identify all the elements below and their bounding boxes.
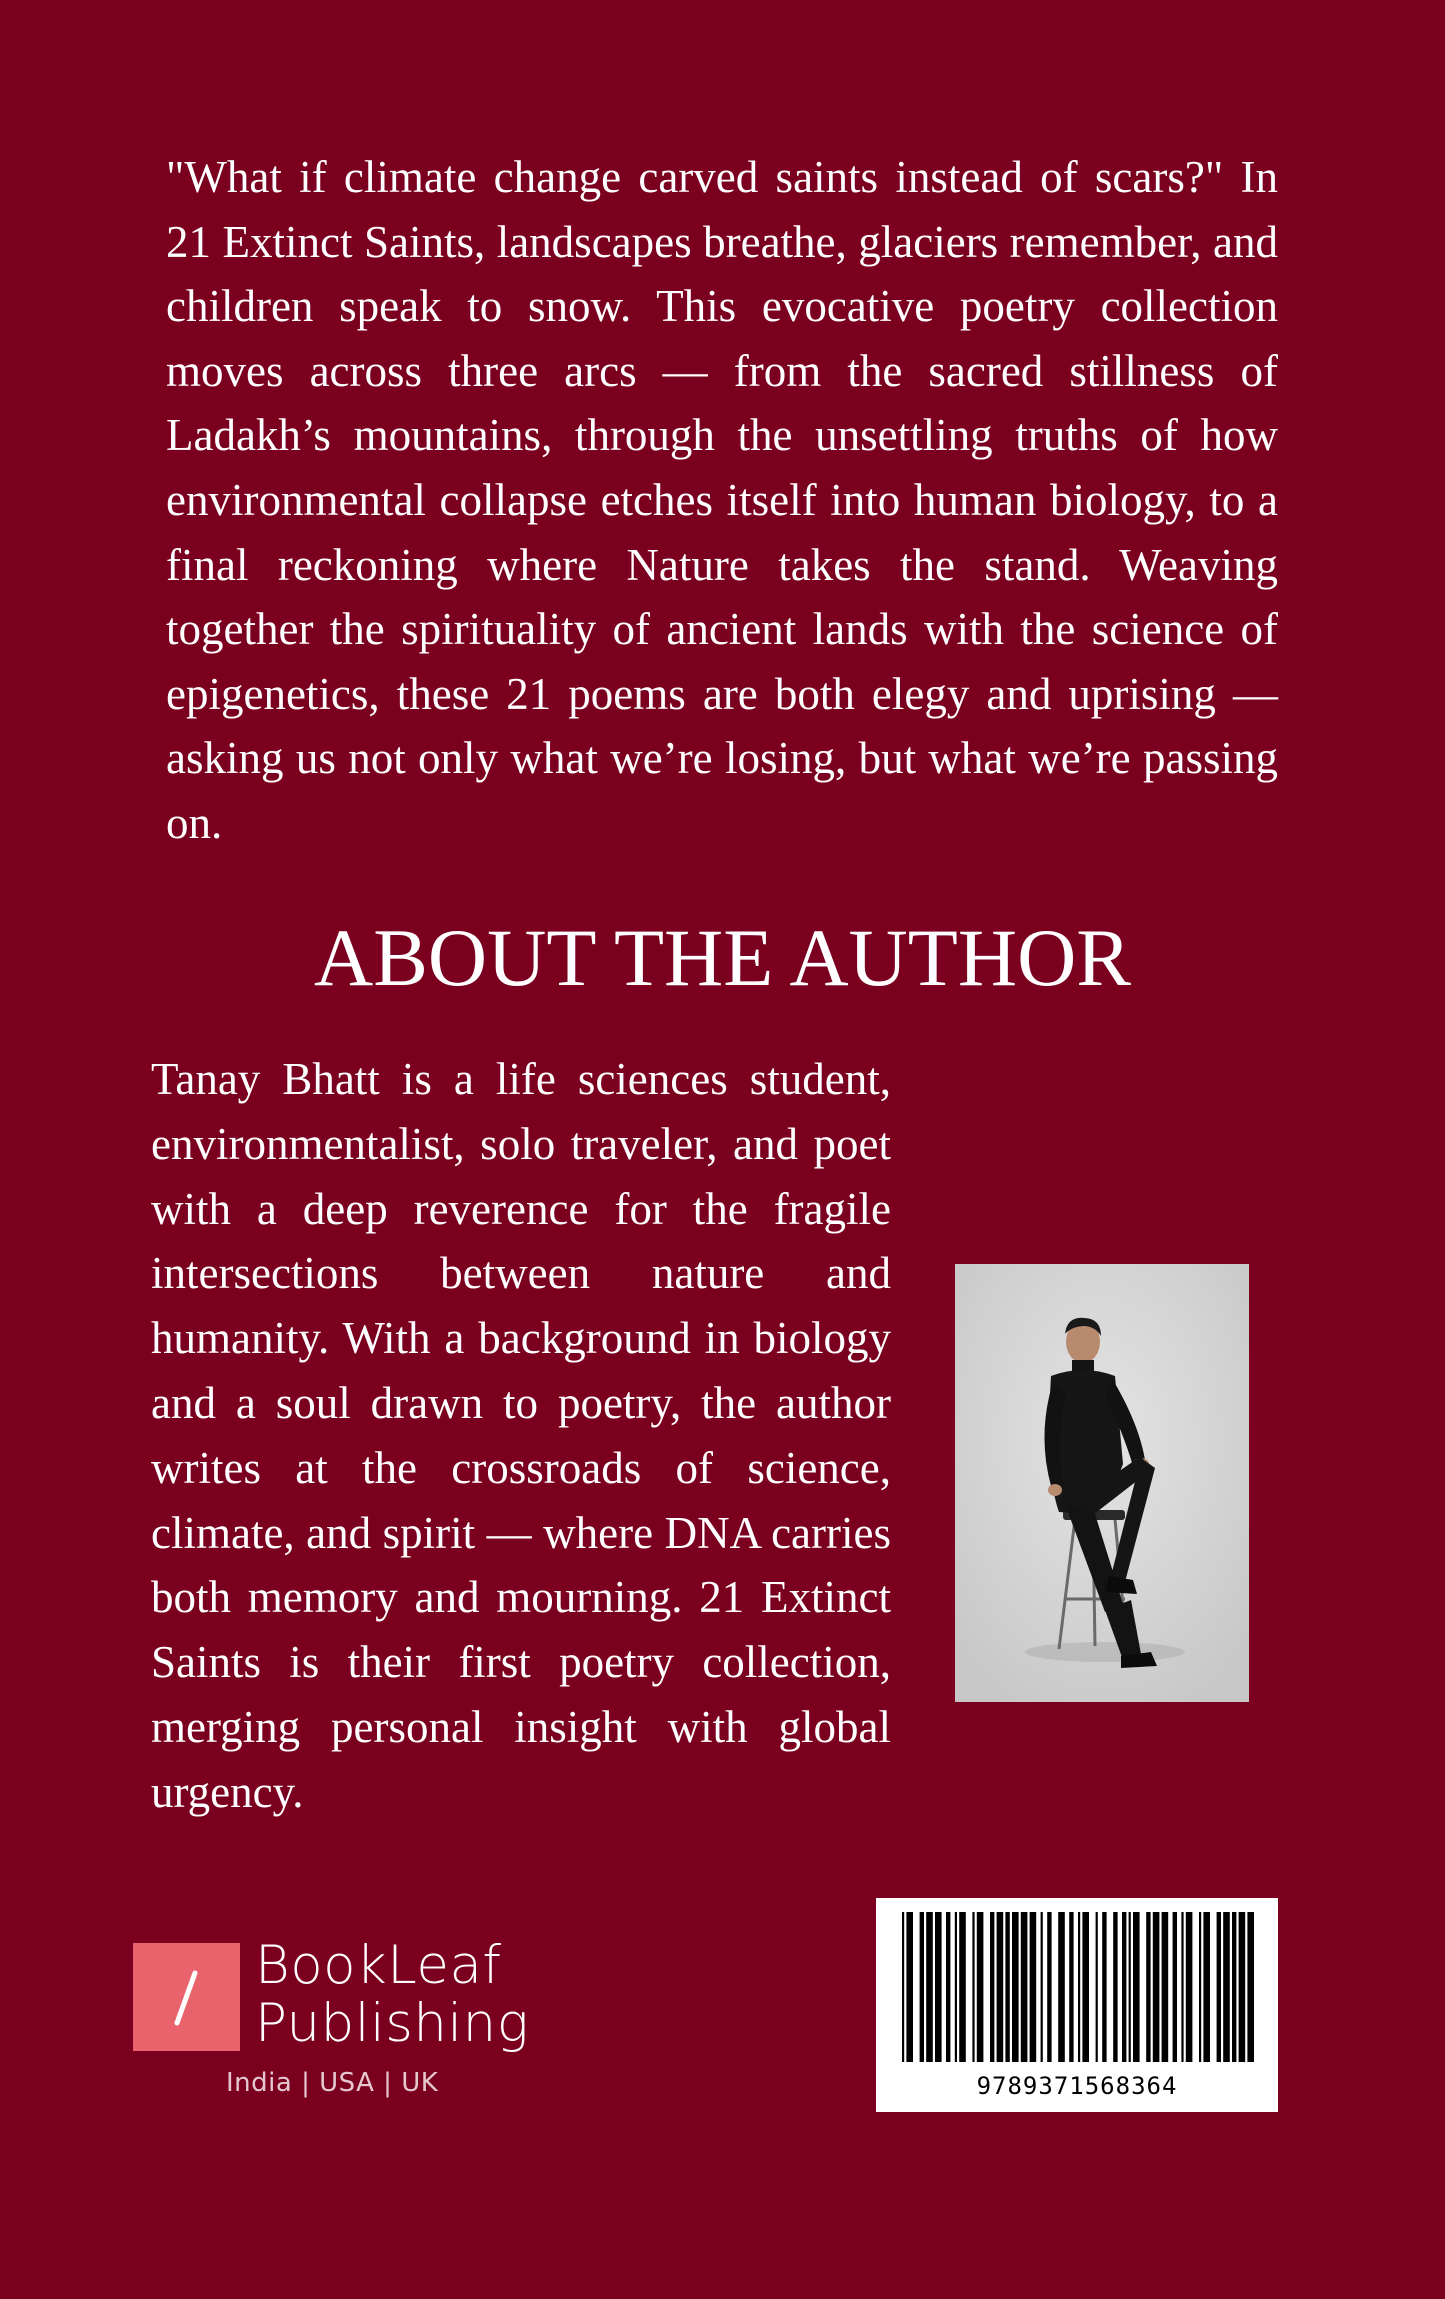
barcode-bar <box>1021 1912 1028 2062</box>
barcode-bar <box>1153 1912 1160 2062</box>
barcode-bar <box>1186 1912 1193 2062</box>
barcode-bar <box>1133 1912 1140 2062</box>
barcode-bar <box>1102 1912 1106 2062</box>
barcode-bar <box>959 1912 966 2062</box>
barcode-bar <box>926 1912 933 2062</box>
barcode-bar <box>1181 1912 1183 2062</box>
barcode-bar <box>1082 1912 1089 2062</box>
barcode-bar <box>1005 1912 1009 2062</box>
barcode-bar <box>972 1912 974 2062</box>
author-photo <box>955 1264 1249 1702</box>
barcode-bar <box>920 1912 924 2062</box>
barcode-bar <box>1041 1912 1043 2062</box>
slash-logo-icon <box>133 1943 240 2051</box>
author-bio: Tanay Bhatt is a life sciences student, environmentalist, solo traveler, and poet with a deep reverence for the fragile intersections between nature and humanity. With a background in biology and a soul drawn to poetry, the author writes at the crossroads of science, climate, and spirit — where DNA carries both memory and mourning. 21 Extinct Saints is their first poetry collection, merging personal insight with global urgency. <box>151 1054 891 1817</box>
isbn-number: 9789371568364 <box>976 2072 1178 2100</box>
barcode-bar <box>997 1912 1004 2062</box>
barcode-bar <box>1173 1912 1177 2062</box>
barcode-bar <box>935 1912 942 2062</box>
barcode-bar <box>1217 1912 1221 2062</box>
barcode-bar <box>906 1912 913 2062</box>
publisher-name-line2: Publishing <box>255 1993 530 2054</box>
barcode-bar <box>902 1912 904 2062</box>
barcode-bar <box>1146 1912 1150 2062</box>
barcode-bar <box>1122 1912 1126 2062</box>
about-the-author-heading: ABOUT THE AUTHOR <box>314 912 1131 1003</box>
barcode-bar <box>955 1912 957 2062</box>
barcode-bar <box>1247 1912 1254 2062</box>
barcode-bar <box>1162 1912 1169 2062</box>
publisher-logo <box>133 1935 533 2103</box>
barcode-bar <box>1012 1912 1019 2062</box>
back-cover-blurb: "What if climate change carved saints instead of scars?" In 21 Extinct Saints, landscapes breathe, glaciers remember, and children speak to snow. This evocative poetry collection moves across three arcs — from the sacred stillness of Ladakh’s mountains, through the unsettling truths of how environmental collapse etches itself into human biology, to a final reckoning where Nature takes the stand. Weaving together the spirituality of ancient lands with the science of epigenetics, these 21 poems are both elegy and uprising — asking us not only what we’re losing, but what we’re passing on. <box>166 152 1278 848</box>
barcode-bar <box>1232 1912 1236 2062</box>
isbn-barcode <box>876 1898 1278 2112</box>
barcode-bar <box>1030 1912 1037 2062</box>
barcode-bar <box>1047 1912 1051 2062</box>
barcode-bar <box>1239 1912 1246 2062</box>
barcode-bar <box>1223 1912 1230 2062</box>
barcode-bar <box>1199 1912 1201 2062</box>
barcode-bar <box>990 1912 994 2062</box>
barcode-bar <box>1203 1912 1210 2062</box>
barcode-bar <box>977 1912 984 2062</box>
barcode-bar <box>1069 1912 1073 2062</box>
publisher-name <box>255 1937 529 2053</box>
barcode-bars <box>876 1898 1278 2068</box>
barcode-bar <box>1096 1912 1098 2062</box>
barcode-bar <box>1058 1912 1065 2062</box>
barcode-bar <box>1078 1912 1080 2062</box>
publisher-name-line1: BookLeaf <box>255 1935 502 1996</box>
author-photo-figure <box>955 1264 1249 1702</box>
publisher-locations: India | USA | UK <box>226 2068 439 2098</box>
barcode-bar <box>946 1912 950 2062</box>
barcode-bar <box>1129 1912 1131 2062</box>
barcode-bar <box>1113 1912 1117 2062</box>
